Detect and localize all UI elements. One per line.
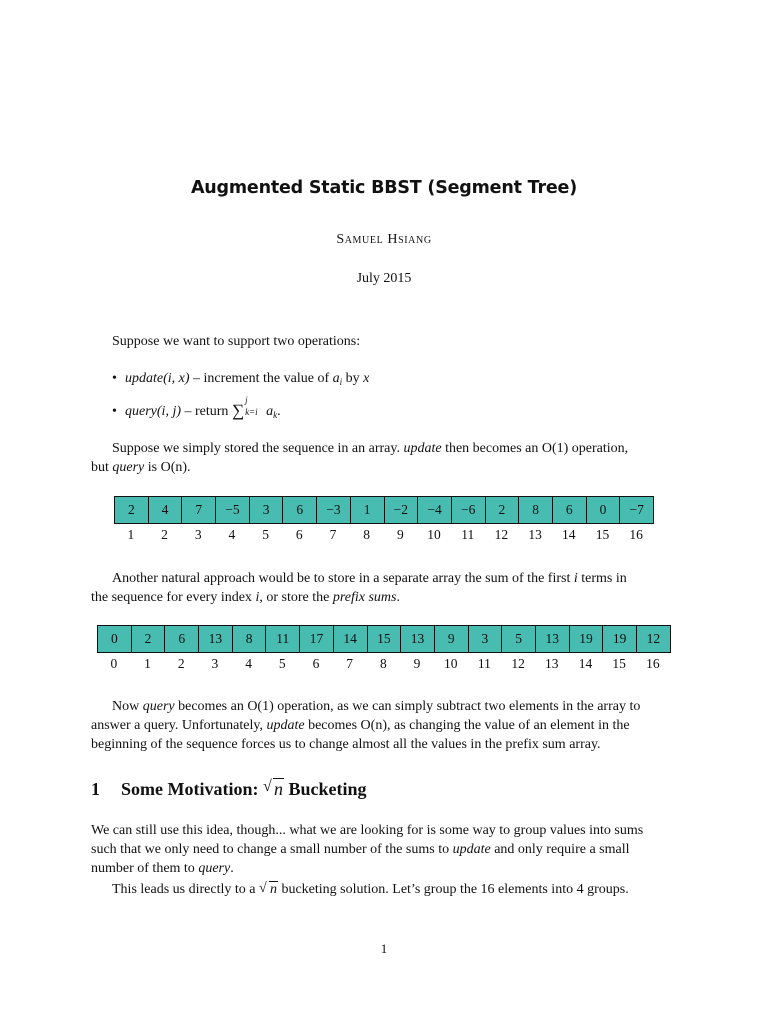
array-index: 5 bbox=[278, 656, 286, 671]
array-index: 3 bbox=[211, 656, 219, 671]
array-cell: 2 bbox=[115, 497, 149, 523]
array-index: 14 bbox=[562, 527, 576, 542]
line: beginning of the sequence forces us to change almost all the values in the prefix sum array. bbox=[91, 737, 601, 752]
paragraph-motivation bbox=[91, 821, 681, 899]
array-index: 2 bbox=[161, 527, 168, 542]
array-cell: 12 bbox=[637, 626, 671, 652]
line bbox=[91, 697, 681, 716]
var-a-sub: i bbox=[339, 377, 343, 387]
sum-lower: k=i bbox=[245, 407, 258, 417]
text: This leads us directly to a bbox=[112, 882, 259, 897]
var-i: i bbox=[573, 571, 578, 586]
term-prefix-sums: prefix sums bbox=[332, 590, 397, 605]
text: is O(n). bbox=[144, 460, 191, 475]
line bbox=[91, 840, 681, 859]
text: such that we only need to change a small number of the sums to bbox=[91, 842, 453, 857]
array-index: 6 bbox=[312, 656, 320, 671]
array-diagram-2 bbox=[97, 625, 671, 673]
array-cell: 13 bbox=[536, 626, 570, 652]
query-end: . bbox=[277, 404, 281, 419]
array-cell: −7 bbox=[620, 497, 654, 523]
radical-icon: √ bbox=[258, 881, 267, 896]
array-index: 7 bbox=[329, 527, 337, 542]
array-cell: 15 bbox=[368, 626, 402, 652]
array-cell: 4 bbox=[149, 497, 183, 523]
array-index: 15 bbox=[612, 656, 626, 671]
var-i: i bbox=[255, 590, 260, 605]
text: Another natural approach would be to store in a separate array the sum of the first bbox=[112, 571, 574, 586]
array-cells bbox=[97, 625, 671, 653]
array-index: 7 bbox=[346, 656, 354, 671]
text: but bbox=[91, 460, 113, 475]
radical-icon: √ bbox=[262, 778, 272, 795]
op-desc-update-a: – increment the value of bbox=[189, 371, 333, 386]
var-a-sub: k bbox=[273, 410, 278, 420]
array-index: 2 bbox=[177, 656, 185, 671]
line bbox=[91, 458, 681, 477]
page-number: 1 bbox=[380, 941, 388, 956]
array-index: 1 bbox=[127, 527, 135, 542]
array-index: 6 bbox=[295, 527, 303, 542]
array-diagram-1 bbox=[114, 496, 654, 544]
array-cell: 8 bbox=[519, 497, 553, 523]
array-index: 14 bbox=[578, 656, 593, 671]
text: then becomes an O(1) operation, bbox=[441, 441, 629, 456]
array-cell: 2 bbox=[486, 497, 520, 523]
text: Suppose we simply stored the sequence in an array. bbox=[112, 441, 404, 456]
paragraph-prefix-sums bbox=[91, 569, 681, 607]
array-index: 13 bbox=[528, 527, 542, 542]
array-cell: 1 bbox=[351, 497, 385, 523]
text: Now bbox=[112, 699, 143, 714]
line bbox=[91, 569, 681, 588]
array-cell: 6 bbox=[165, 626, 199, 652]
array-index: 8 bbox=[363, 527, 371, 542]
intro-text: Suppose we want to support two operations: bbox=[112, 334, 361, 349]
term-update: update bbox=[266, 718, 305, 733]
term-query: query bbox=[198, 861, 231, 876]
array-cell: 19 bbox=[603, 626, 637, 652]
array-index: 5 bbox=[262, 527, 269, 542]
section-number: 1 bbox=[91, 779, 100, 799]
text: terms in bbox=[577, 571, 627, 586]
term-query: query bbox=[142, 699, 175, 714]
array-cell: 3 bbox=[469, 626, 503, 652]
array-cell: −6 bbox=[452, 497, 486, 523]
array-cell: 5 bbox=[502, 626, 536, 652]
array-cell: −5 bbox=[216, 497, 250, 523]
array-indices bbox=[114, 526, 654, 544]
array-cell: 0 bbox=[98, 626, 132, 652]
line bbox=[91, 716, 681, 735]
var-a: a bbox=[266, 404, 274, 419]
array-cell: 14 bbox=[334, 626, 368, 652]
text: becomes O(n), as changing the value of an element in the bbox=[304, 718, 630, 733]
array-index: 13 bbox=[545, 656, 559, 671]
bullet-icon: • bbox=[112, 371, 117, 386]
bullet-icon: • bbox=[112, 404, 117, 419]
intro-paragraph bbox=[91, 332, 681, 351]
radicand: n bbox=[273, 779, 283, 799]
sqrt-n bbox=[263, 779, 284, 800]
var-x: x bbox=[363, 371, 370, 386]
paragraph-prefix-tradeoff bbox=[91, 697, 681, 754]
array-index: 9 bbox=[413, 656, 421, 671]
author-name: Samuel Hsiang bbox=[336, 232, 432, 247]
array-index: 16 bbox=[629, 527, 643, 542]
array-cells bbox=[114, 496, 654, 524]
bullet-update bbox=[112, 371, 369, 387]
line bbox=[91, 588, 681, 607]
array-index: 1 bbox=[144, 656, 151, 671]
op-name-query: query bbox=[125, 404, 157, 419]
section-heading bbox=[91, 779, 367, 800]
array-cell: 11 bbox=[266, 626, 300, 652]
op-args-update: (i, x) bbox=[163, 371, 190, 386]
sqrt-n bbox=[259, 880, 278, 899]
section-title-a: Some Motivation: bbox=[121, 779, 263, 799]
line bbox=[91, 859, 681, 878]
array-cell: 6 bbox=[283, 497, 317, 523]
paper-title: Augmented Static BBST (Segment Tree) bbox=[190, 178, 578, 198]
text: bucketing solution. Let’s group the 16 elements into 4 groups. bbox=[277, 882, 629, 897]
array-index: 10 bbox=[443, 656, 458, 671]
array-cell: 17 bbox=[300, 626, 334, 652]
array-cell: 9 bbox=[435, 626, 469, 652]
array-cell: −4 bbox=[418, 497, 452, 523]
line bbox=[91, 880, 681, 899]
array-index: 4 bbox=[228, 527, 236, 542]
array-cell: −3 bbox=[317, 497, 351, 523]
array-cell: 8 bbox=[233, 626, 267, 652]
array-index: 10 bbox=[427, 527, 441, 542]
array-index: 11 bbox=[461, 527, 475, 542]
text: number of them to bbox=[91, 861, 199, 876]
array-index: 12 bbox=[511, 656, 525, 671]
section-title-b: Bucketing bbox=[283, 779, 367, 799]
array-cell: 13 bbox=[199, 626, 233, 652]
sum-limits bbox=[244, 395, 266, 417]
paragraph-array-approach bbox=[91, 439, 681, 477]
array-index: 12 bbox=[494, 527, 509, 542]
text: the sequence for every index bbox=[91, 590, 256, 605]
term-query: query bbox=[112, 460, 145, 475]
array-cell: 6 bbox=[553, 497, 587, 523]
text: and only require a small bbox=[490, 842, 630, 857]
array-index: 3 bbox=[194, 527, 202, 542]
term-update: update bbox=[403, 441, 442, 456]
array-index: 16 bbox=[646, 656, 660, 671]
array-cell: 2 bbox=[132, 626, 166, 652]
array-cell: 3 bbox=[250, 497, 284, 523]
text: . bbox=[230, 861, 234, 876]
array-indices bbox=[97, 655, 671, 673]
array-index: 9 bbox=[396, 527, 404, 542]
array-cell: 0 bbox=[587, 497, 621, 523]
array-cell: 7 bbox=[182, 497, 216, 523]
radicand: n bbox=[269, 882, 277, 897]
array-index: 4 bbox=[245, 656, 252, 671]
text: becomes an O(1) operation, as we can simply subtract two elements in the array to bbox=[174, 699, 641, 714]
array-cell: 19 bbox=[570, 626, 604, 652]
sum-upper: j bbox=[245, 395, 248, 405]
text: , or store the bbox=[259, 590, 333, 605]
text: answer a query. Unfortunately, bbox=[91, 718, 267, 733]
op-args-query: (i, j) bbox=[156, 404, 181, 419]
array-index: 11 bbox=[477, 656, 491, 671]
array-index: 15 bbox=[595, 527, 610, 542]
line bbox=[91, 439, 681, 458]
var-a: a bbox=[332, 371, 340, 386]
array-cell: 13 bbox=[401, 626, 435, 652]
paper-date: July 2015 bbox=[356, 271, 412, 286]
array-index: 0 bbox=[110, 656, 118, 671]
op-name-update: update bbox=[125, 371, 164, 386]
sum-symbol: ∑ bbox=[231, 401, 245, 420]
op-desc-update-b: by bbox=[342, 371, 364, 386]
line: We can still use this idea, though... what we are looking for is some way to group values into sums bbox=[91, 823, 644, 838]
term-update: update bbox=[452, 842, 491, 857]
text: . bbox=[396, 590, 400, 605]
bullet-query bbox=[112, 395, 281, 420]
op-desc-query-a: – return bbox=[181, 404, 232, 419]
array-cell: −2 bbox=[385, 497, 419, 523]
array-index: 8 bbox=[379, 656, 387, 671]
